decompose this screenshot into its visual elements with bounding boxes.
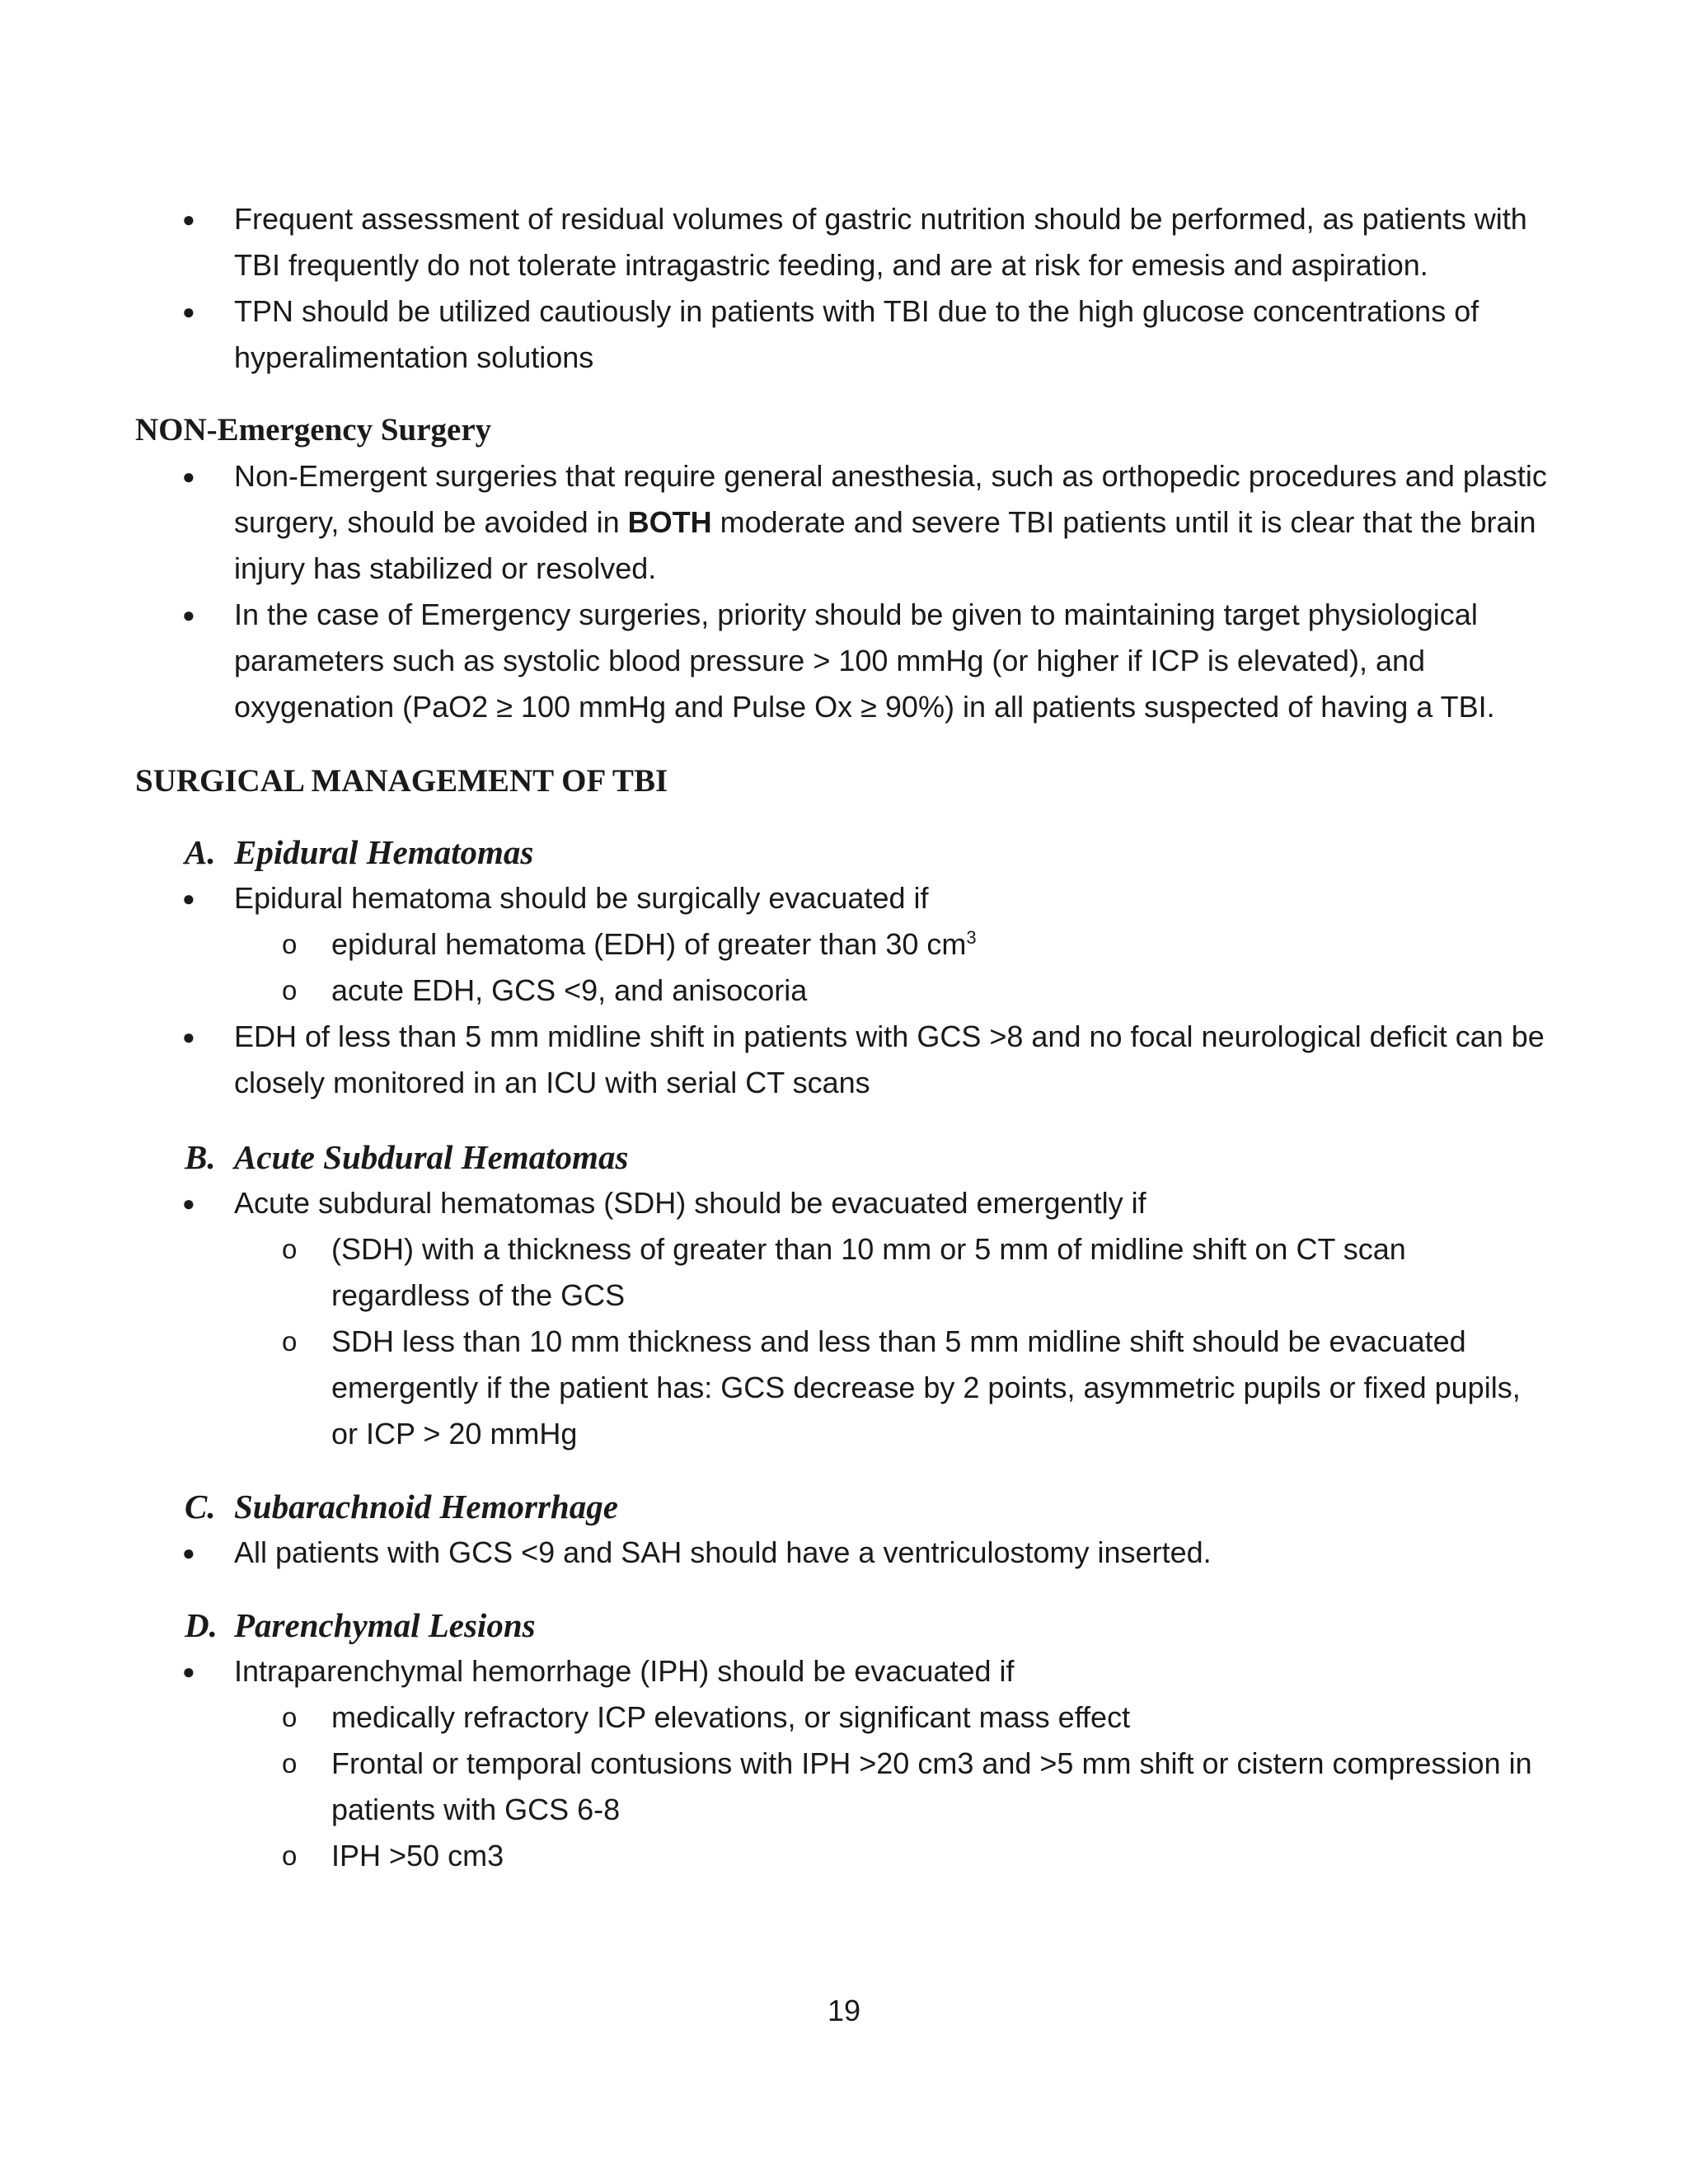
subheading-letter: D. (185, 1606, 218, 1644)
list-item-edh-monitoring (182, 1014, 1553, 1106)
sub-list-item-text: acute EDH, GCS <9, and anisocoria (331, 973, 808, 1007)
sub-list-item-icp-elevations (282, 1694, 1543, 1741)
list-item-text-start: Non-Emergent surgeries that require general anesthesia, such as orthopedic procedures and plastic surgery, should be avoided in (234, 459, 1547, 539)
circle-bullet-icon: o (282, 1748, 298, 1779)
bullet-icon: ● (182, 886, 195, 911)
list-item-text: EDH of less than 5 mm midline shift in patients with GCS >8 and no focal neurological deficit can be closely monitored in an ICU with serial CT scans (234, 1019, 1545, 1099)
emphasis-both: BOTH (627, 505, 712, 539)
sub-list-item-sdh-small (282, 1319, 1543, 1457)
sub-list-item-edh-volume (282, 921, 1543, 968)
sub-list-item-text: medically refractory ICP elevations, or significant mass effect (331, 1700, 1131, 1734)
subheading-letter: A. (185, 833, 216, 871)
list-item-iph-evacuate (182, 1648, 1553, 1694)
list-item-text: Acute subdural hematomas (SDH) should be evacuated emergently if (234, 1186, 1146, 1220)
list-item-sah-ventriculostomy (182, 1530, 1553, 1576)
list-item-sdh-evacuate (182, 1180, 1553, 1226)
subheading-letter: C. (185, 1488, 216, 1526)
list-item-tpn-caution (182, 288, 1553, 381)
bullet-icon: ● (182, 299, 195, 324)
circle-bullet-icon: o (282, 975, 298, 1005)
superscript-cubed: 3 (966, 927, 977, 948)
sub-list-item-acute-edh (282, 968, 1543, 1014)
bullet-icon: ● (182, 1024, 195, 1049)
bullet-icon: ● (182, 602, 195, 627)
list-item-text: Frequent assessment of residual volumes of gastric nutrition should be performed, as patients with TBI frequently do not tolerate intragastric feeding, and are at risk for emesis and aspiration. (234, 202, 1527, 282)
circle-bullet-icon: o (282, 929, 298, 959)
circle-bullet-icon: o (282, 1702, 298, 1732)
bullet-icon: ● (182, 464, 195, 489)
sub-list-item-sdh-thickness (282, 1226, 1543, 1319)
list-item-text: TPN should be utilized cautiously in patients with TBI due to the high glucose concentrations of hyperalimentation solutions (234, 294, 1479, 374)
sub-list-item-text: (SDH) with a thickness of greater than 10 mm or 5 mm of midline shift on CT scan regardless of the GCS (331, 1232, 1406, 1312)
page-number: 19 (827, 1994, 861, 2027)
bullet-icon: ● (182, 1540, 195, 1565)
bullet-icon: ● (182, 1191, 195, 1216)
sub-list-item-text: Frontal or temporal contusions with IPH >20 cm3 and >5 mm shift or cistern compression in patients with GCS 6-8 (331, 1746, 1532, 1826)
subheading-epidural-hematomas (185, 829, 534, 875)
list-item-text: In the case of Emergency surgeries, priority should be given to maintaining target physiological parameters such as systolic blood pressure > 100 mmHg (or higher if ICP is elevated), and oxygenation (PaO2 ≥ 100 mmHg and Pulse Ox ≥ 90%) in all patients suspected of having a TBI. (234, 598, 1495, 724)
sub-list-item-text: epidural hematoma (EDH) of greater than 30 cm (331, 927, 967, 961)
subheading-parenchymal-lesions (185, 1602, 536, 1648)
section-heading-non-emergency: NON-Emergency Surgery (135, 412, 492, 448)
subheading-letter: B. (185, 1138, 216, 1176)
subheading-title: Parenchymal Lesions (234, 1606, 536, 1644)
list-item-text: Epidural hematoma should be surgically evacuated if (234, 881, 929, 915)
list-item-emergency-surgeries (182, 592, 1553, 730)
circle-bullet-icon: o (282, 1840, 298, 1871)
list-item-non-emergent-surgeries (182, 453, 1553, 592)
subheading-title: Epidural Hematomas (234, 833, 534, 871)
sub-list-item-contusions (282, 1741, 1543, 1833)
subheading-acute-subdural-hematomas (185, 1134, 629, 1180)
bullet-icon: ● (182, 207, 195, 232)
circle-bullet-icon: o (282, 1234, 298, 1264)
sub-list-item-text: SDH less than 10 mm thickness and less than 5 mm midline shift should be evacuated emergently if the patient has: GCS decrease by 2 points, asymmetric pupils or fixed pupils, or ICP > 20 mmHg (331, 1324, 1521, 1451)
sub-list-item-iph-volume (282, 1833, 1543, 1879)
sub-list-item-text: IPH >50 cm3 (331, 1839, 504, 1872)
list-item-text-end: moderate and severe TBI patients until it is clear that the brain injury has stabilized or resolved. (234, 505, 1536, 585)
subheading-title: Subarachnoid Hemorrhage (234, 1488, 618, 1526)
section-heading-surgical-management: SURGICAL MANAGEMENT OF TBI (135, 763, 668, 799)
list-item-text: Intraparenchymal hemorrhage (IPH) should be evacuated if (234, 1654, 1015, 1688)
list-item-edh-evacuate (182, 875, 1553, 921)
list-item-gastric-assessment (182, 196, 1553, 288)
subheading-title: Acute Subdural Hematomas (234, 1138, 629, 1176)
subheading-subarachnoid-hemorrhage (185, 1483, 618, 1530)
bullet-icon: ● (182, 1659, 195, 1684)
list-item-text: All patients with GCS <9 and SAH should have a ventriculostomy inserted. (234, 1535, 1212, 1569)
circle-bullet-icon: o (282, 1326, 298, 1357)
